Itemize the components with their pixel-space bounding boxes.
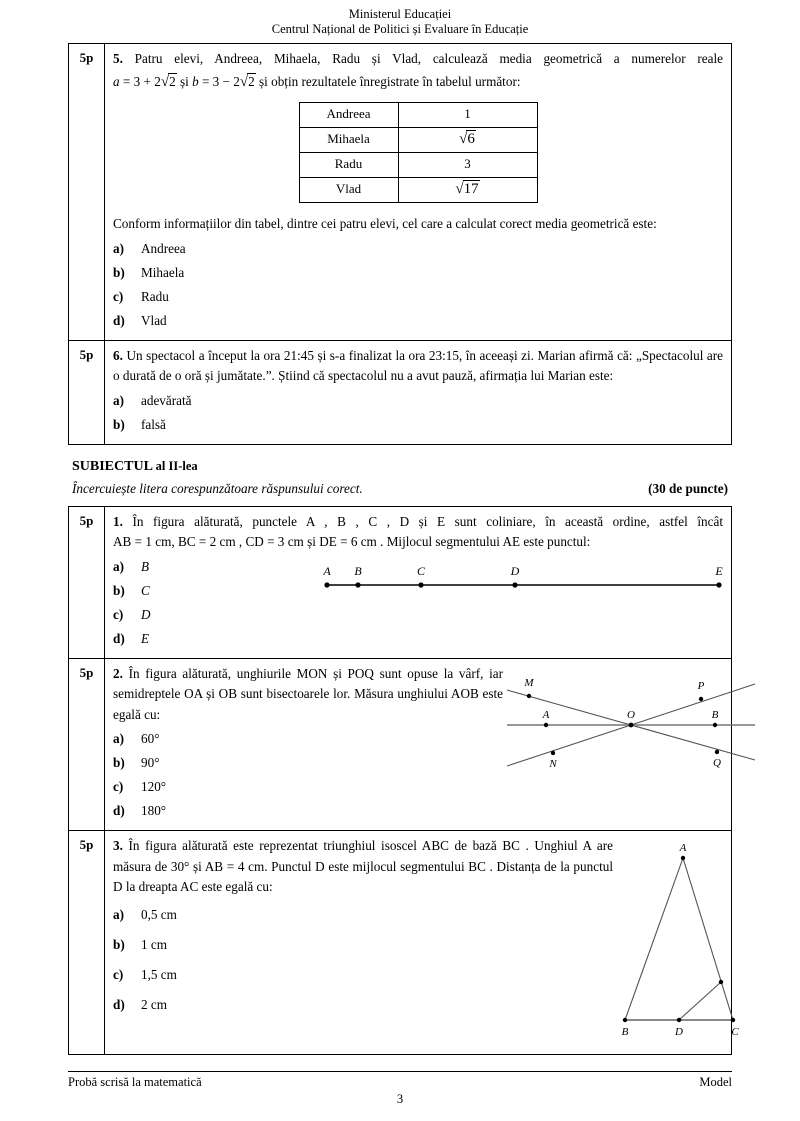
q2-number: 2. (113, 665, 123, 681)
option-b[interactable] (113, 579, 313, 603)
points-cell-q2: 5p (69, 658, 105, 831)
option-b[interactable] (113, 751, 503, 775)
q5-eq-b: = 3 − 2 (201, 73, 240, 89)
point-label-A: A (542, 708, 550, 721)
student-value: √17 (398, 178, 537, 203)
option-label: d) (113, 312, 125, 328)
points-cell-q3: 5p (69, 831, 105, 1055)
points-cell-q5: 5p (69, 44, 105, 341)
option-label: b) (113, 582, 125, 598)
q6-statement (113, 346, 723, 387)
option-value: B (141, 558, 150, 574)
q1-figure-collinear-points (313, 553, 733, 651)
option-label: a) (113, 392, 124, 408)
q5-radical-b: √2 (239, 73, 255, 90)
q5-radicand-b: 2 (248, 73, 255, 89)
question-body-q5 (105, 44, 732, 341)
table-row (299, 178, 537, 203)
option-label: a) (113, 558, 124, 574)
q3-statement (113, 836, 613, 898)
student-value: √6 (398, 128, 537, 153)
table-row (69, 831, 732, 1055)
q6-number: 6. (113, 347, 123, 363)
option-c[interactable] (113, 285, 723, 309)
option-label: a) (113, 240, 124, 256)
q3-text-and-figure (113, 836, 739, 1047)
q5-conjunction-1: și (179, 73, 189, 89)
option-value: Vlad (141, 312, 167, 328)
students-results-table (299, 102, 538, 203)
point-label-A: A (679, 842, 687, 854)
question-body-q1 (105, 506, 732, 658)
footer-right: Model (699, 1075, 732, 1089)
option-d[interactable] (113, 627, 313, 651)
option-a[interactable] (113, 237, 723, 261)
q6-options (113, 389, 723, 437)
questions-table-part2 (68, 506, 739, 1055)
q3-number: 3. (113, 838, 123, 853)
option-b[interactable] (113, 261, 723, 285)
q1-options (113, 555, 313, 651)
q5-radical-a: √2 (160, 73, 176, 90)
q3-text: În figura alăturată este reprezentat triunghiul isoscel ABC de bază BC . Unghiul A are măsura de 30° și AB = 4 cm. Punctul D este mijlocul segmentului BC . Distanța de la punctul D la dreapta AC este egală cu: (113, 838, 614, 894)
table-row (299, 153, 537, 178)
q5-text-line1: Patru elevi, Andreea, Mihaela, Radu și Vlad, calculează media geometrică a numerelor reale (134, 51, 723, 66)
q2-options (113, 727, 503, 823)
option-label: b) (113, 264, 125, 280)
points-cell-q6: 5p (69, 340, 105, 444)
option-value: falsă (141, 416, 166, 432)
point-label-B: B (621, 1026, 629, 1038)
option-value: E (141, 630, 150, 646)
point-label-M: M (524, 676, 534, 689)
q6-text: Un spectacol a început la ora 21:45 și s-a finalizat la ora 23:15, în aceeași zi. Marian afirmă că: „Spectacolul are o durată de o oră și jumătate.”. Știind că spectacolul nu a avut pauză, afirmația lui Marian este: (113, 347, 724, 383)
q1-text-line1: În figura alăturată, punctele A , B , C , D și E sunt coliniare, în această ordine, astfel încât (132, 513, 723, 529)
point-label-A: A (323, 563, 331, 578)
point-label-B: B (711, 708, 719, 721)
footer-line (68, 1075, 732, 1090)
option-label: a) (113, 731, 124, 746)
option-d[interactable] (113, 309, 723, 333)
footer-left: Probă scrisă la matematică (68, 1075, 202, 1089)
q5-number: 5. (113, 51, 123, 66)
q5-statement-line1 (113, 49, 723, 70)
student-name: Radu (299, 153, 398, 178)
isosceles-triangle-diagram (613, 840, 763, 1040)
option-d[interactable] (113, 799, 503, 823)
student-name: Vlad (299, 178, 398, 203)
option-label: c) (113, 606, 124, 622)
student-name: Andreea (299, 103, 398, 128)
option-value: Radu (141, 288, 169, 304)
section-instruction: Încercuiește litera corespunzătoare răspunsului corect. (72, 480, 363, 496)
footer-divider (68, 1071, 732, 1072)
option-value: 1 cm (141, 936, 168, 952)
table-row (69, 506, 732, 658)
option-label: d) (113, 996, 125, 1012)
question-body-q6 (105, 340, 732, 444)
q5-prompt: Conform informațiilor din tabel, dintre cei patru elevi, cel care a calculat corect media geometrică este: (113, 216, 657, 231)
student-value: 1 (398, 103, 537, 128)
q2-text: În figura alăturată, unghiurile MON și POQ sunt opuse la vârf, iar semidreptele OA și OB sunt bisectoarele lor. Măsura unghiului AOB este egală cu: (113, 665, 504, 722)
option-value: 90° (141, 755, 160, 770)
option-value: 2 cm (141, 996, 168, 1012)
point-label-C: C (416, 563, 426, 578)
option-a[interactable] (113, 727, 503, 751)
section-instruction-row (72, 481, 728, 497)
table-row (69, 658, 732, 831)
q5-statement-line2 (113, 72, 723, 93)
table-row (69, 44, 732, 341)
point-label-E: E (715, 563, 723, 578)
q1-options-and-figure (113, 553, 723, 651)
section-title-main: SUBIECTUL (72, 458, 153, 474)
point-label-O: O (627, 708, 635, 721)
option-value: 1,5 cm (141, 966, 177, 982)
option-value: 0,5 cm (141, 906, 177, 922)
option-label: b) (113, 755, 125, 770)
student-name: Mihaela (299, 128, 398, 153)
q3-options (113, 900, 613, 1020)
page-footer (68, 1071, 732, 1107)
q1-statement-line1 (113, 512, 723, 533)
option-c[interactable] (113, 603, 313, 627)
option-value: 180° (141, 803, 167, 818)
option-value: 60° (141, 731, 160, 746)
point-label-C: C (731, 1026, 739, 1038)
page-number: 3 (396, 1092, 404, 1106)
option-label: b) (113, 416, 125, 432)
question-body-q2 (105, 658, 732, 831)
section-points: (30 de puncte) (648, 480, 728, 496)
q2-statement (113, 664, 503, 726)
q1-number: 1. (113, 513, 123, 529)
option-label: d) (113, 630, 125, 646)
option-b[interactable] (113, 413, 723, 437)
questions-table-part1 (68, 43, 732, 445)
student-value: 3 (398, 153, 537, 178)
point-label-D: D (675, 1026, 683, 1038)
students-results-figure (113, 102, 723, 203)
option-a[interactable] (113, 555, 313, 579)
point-label-Q: Q (713, 756, 721, 769)
q5-options (113, 237, 723, 333)
q3-figure-isosceles-triangle (613, 836, 763, 1047)
question-body-q3 (105, 831, 739, 1055)
document-header (0, 0, 800, 37)
vertical-angles-diagram (503, 668, 763, 783)
option-a[interactable] (113, 389, 723, 413)
section-title-rest: al II-lea (155, 458, 198, 473)
point-label-P: P (697, 679, 705, 692)
option-value: 120° (141, 779, 167, 794)
option-c[interactable] (113, 775, 503, 799)
option-value: D (141, 606, 151, 622)
table-row (299, 103, 537, 128)
option-value: Mihaela (141, 264, 185, 280)
q3-text-column (113, 836, 613, 1047)
option-value: C (141, 582, 150, 598)
q2-figure-vertical-angles (503, 664, 763, 824)
option-d[interactable] (113, 990, 613, 1020)
table-row (69, 340, 732, 444)
option-label: a) (113, 906, 124, 922)
q1-statement-line2: AB = 1 cm, BC = 2 cm , CD = 3 cm și DE = 6 cm . Mijlocul segmentului AE este punctul: (113, 534, 591, 549)
option-label: d) (113, 803, 125, 818)
point-label-N: N (549, 757, 557, 770)
points-cell-q1: 5p (69, 506, 105, 658)
option-b[interactable] (113, 930, 613, 960)
q5-var-a: a (113, 73, 120, 89)
option-value: adevărată (141, 392, 192, 408)
option-label: c) (113, 779, 124, 794)
ministry-title: Ministerul Educației (348, 7, 452, 21)
point-label-B: B (354, 563, 362, 578)
center-title: Centrul Național de Politici și Evaluare în Educație (271, 22, 529, 36)
q5-eq-a: = 3 + 2 (122, 73, 161, 89)
option-a[interactable] (113, 900, 613, 930)
section-title (72, 459, 800, 475)
q5-var-b: b (192, 73, 199, 89)
option-c[interactable] (113, 960, 613, 990)
table-row (299, 128, 537, 153)
collinear-points-diagram (313, 553, 733, 603)
q2-text-and-figure (113, 664, 723, 824)
option-label: c) (113, 288, 124, 304)
q5-text-line2-tail: și obțin rezultatele înregistrate în tabelul următor: (259, 73, 521, 89)
q2-text-column (113, 664, 503, 824)
option-label: c) (113, 966, 124, 982)
option-label: b) (113, 936, 125, 952)
point-label-D: D (510, 563, 520, 578)
q5-radicand-a: 2 (169, 73, 176, 89)
option-value: Andreea (141, 240, 186, 256)
